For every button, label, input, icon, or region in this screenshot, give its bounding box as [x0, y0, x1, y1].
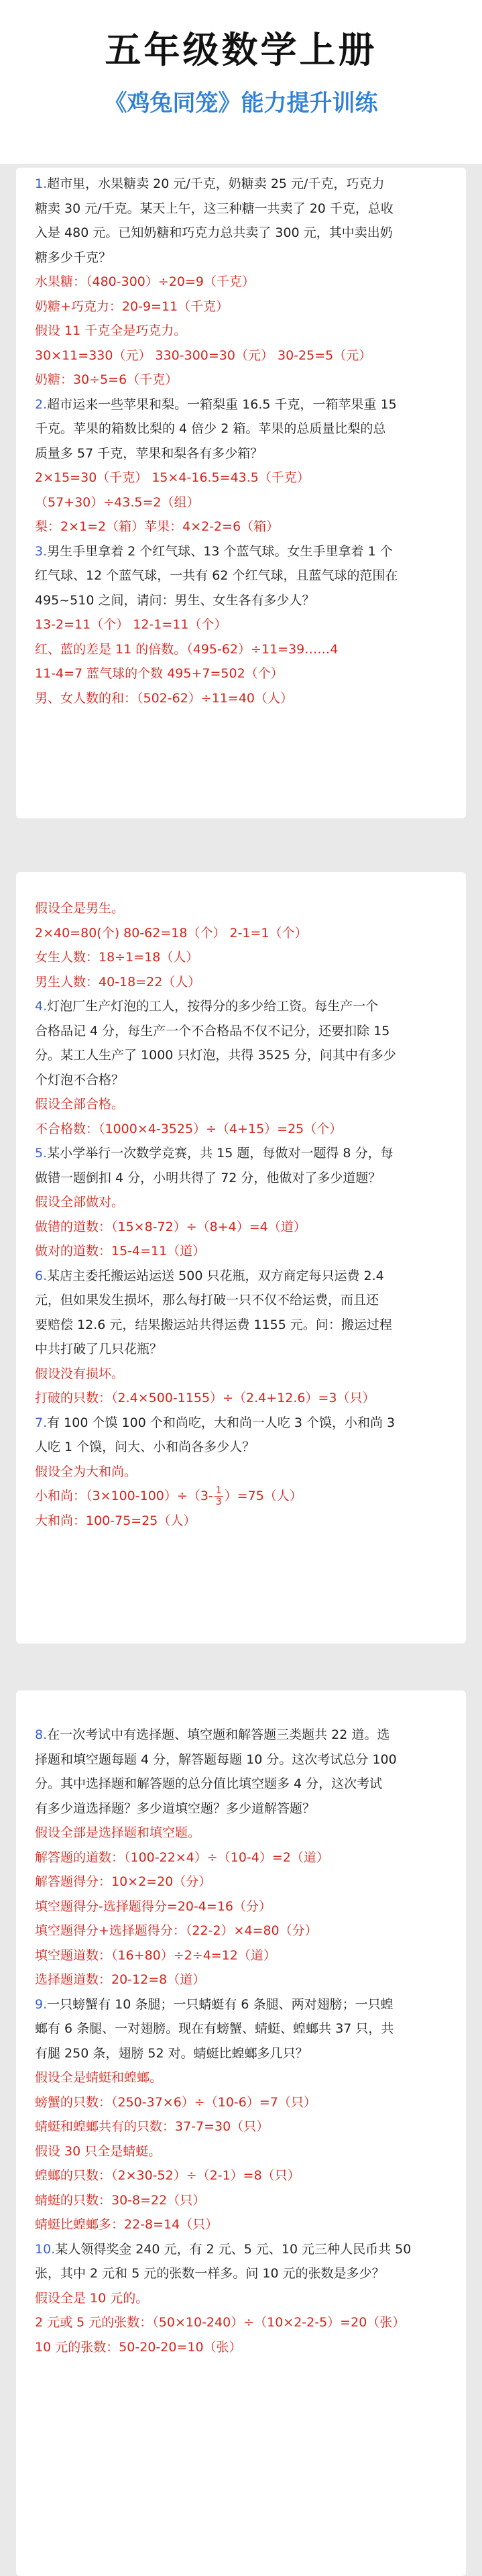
answer-line — [35, 2139, 447, 2164]
answer-line — [35, 1894, 447, 1919]
question-line — [35, 1723, 447, 1748]
answer-block — [35, 1190, 447, 1264]
question-number: 2. — [35, 396, 48, 412]
formula-text: 小和尚：（3×100-100）÷（3- — [35, 1489, 213, 1503]
answer-line — [35, 637, 447, 662]
question-line — [35, 1141, 447, 1166]
answer-text: 解答题的道数：（100-22×4）÷（10-4）=2（道） — [35, 1849, 329, 1865]
answer-block — [35, 1460, 447, 1485]
question-block — [35, 172, 447, 270]
question-line — [35, 197, 447, 221]
answer-text: 假设全部是选择题和填空题。 — [35, 1825, 201, 1840]
question-text: 要赔偿 12.6 元，结果搬运站共得运费 1155 元。问：搬运过程 — [35, 1317, 392, 1332]
answer-text: 蜻蜓的只数：30-8=22（只） — [35, 2192, 206, 2208]
answer-text: 蜻蜓比蝗螂多：22-8=14（只） — [35, 2217, 219, 2232]
answer-text: 13-2=11（个） 12-1=11（个） — [35, 617, 227, 632]
question-block — [35, 2237, 447, 2286]
question-text: 男生手里拿着 2 个红气球、13 个蓝气球。女生手里拿着 1 个 — [47, 543, 393, 559]
question-line — [35, 172, 447, 197]
content-card-2 — [16, 872, 466, 1644]
question-text: 糖多少千克？ — [35, 250, 112, 265]
answer-formula — [35, 1484, 447, 1509]
question-text: 个灯泡不合格？ — [35, 1072, 125, 1087]
answer-line — [35, 896, 447, 921]
answer-text: 填空题得分+选择题得分：（22-2）×4=80（分） — [35, 1923, 318, 1938]
question-line — [35, 1288, 447, 1313]
answer-line — [35, 1484, 447, 1509]
question-text: 做错一题倒扣 4 分，小明共得了 72 分，他做对了多少道题？ — [35, 1170, 381, 1185]
answer-text: 梨：2×1=2（箱）苹果：4×2-2=6（箱） — [35, 519, 280, 534]
question-line — [35, 2017, 447, 2041]
answer-block — [35, 466, 447, 539]
answer-text: 2 元或 5 元的张数：（50×10-240）÷（10×2-2-5）=20（张） — [35, 2315, 406, 2330]
question-text: 红气球、12 个蓝气球，一共有 62 个红气球，且蓝气球的范围在 — [35, 568, 398, 583]
question-block — [35, 1723, 447, 1821]
question-line — [35, 539, 447, 564]
answer-line — [35, 1845, 447, 1870]
question-text: 择题和填空题每题 4 分，解答题每题 10 分。这次考试总分 100 — [35, 1752, 397, 1767]
question-text: 超市运来一些苹果和梨。一箱梨重 16.5 千克，一箱苹果重 15 — [47, 396, 397, 412]
question-text: 分。某工人生产了 1000 只灯泡，共得 3525 分，问其中有多少 — [35, 1048, 396, 1063]
answer-text: 螃蟹的只数：（250-37×6）÷（10-6）=7（只） — [35, 2094, 316, 2110]
question-line — [35, 1166, 447, 1191]
question-block — [35, 539, 447, 613]
question-line — [35, 246, 447, 270]
question-block — [35, 1264, 447, 1362]
answer-text: 选择题道数：20-12=8（道） — [35, 1972, 206, 1987]
answer-line — [35, 612, 447, 637]
formula-text: ）=75（人） — [224, 1489, 302, 1503]
question-number: 6. — [35, 1268, 48, 1283]
answer-text: 假设全部做对。 — [35, 1195, 125, 1210]
answer-line — [35, 2090, 447, 2115]
question-text: 超市里，水果糖卖 20 元/千克，奶糖卖 25 元/千克，巧克力 — [47, 176, 385, 191]
question-text: 千克。苹果的箱数比梨的 4 倍少 2 箱。苹果的总质量比梨的总 — [35, 421, 386, 436]
answer-line — [35, 368, 447, 392]
question-line — [35, 2041, 447, 2066]
answer-text: 奶糖+巧克力：20-9=11（千克） — [35, 299, 229, 314]
question-line — [35, 1411, 447, 1436]
question-text: 糖卖 30 元/千克。某天上午，这三种糖一共卖了 20 千克，总收 — [35, 201, 394, 216]
question-line — [35, 1772, 447, 1796]
answer-text: 假设全部合格。 — [35, 1097, 125, 1112]
question-text: 人吃 1 个馍，问大、小和尚各多少人？ — [35, 1440, 255, 1454]
question-line — [35, 221, 447, 246]
question-line — [35, 417, 447, 441]
question-text: 有 100 个馍 100 个和尚吃，大和尚一人吃 3 个馍，小和尚 3 — [47, 1415, 396, 1430]
question-text: 某人领得奖金 240 元，有 2 元、5 元、10 元三种人民币共 50 — [55, 2241, 412, 2257]
question-text: 质量多 57 千克，苹果和梨各有多少箱？ — [35, 445, 263, 461]
answer-text: 水果糖：（480-300）÷20=9（千克） — [35, 274, 255, 289]
question-block — [35, 1992, 447, 2066]
answer-line — [35, 1215, 447, 1240]
answer-text: 打破的只数：（2.4×500-1155）÷（2.4+12.6）=3（只） — [35, 1391, 375, 1405]
question-line — [35, 994, 447, 1019]
answer-block — [35, 2065, 447, 2237]
answer-line — [35, 1821, 447, 1845]
answer-block — [35, 1362, 447, 1411]
answer-block — [35, 270, 447, 392]
answer-line — [35, 1919, 447, 1943]
page-subtitle: 《鸡兔同笼》能力提升训练 — [104, 90, 378, 117]
question-block — [35, 392, 447, 466]
question-text: 张，其中 2 元和 5 元的张数一样多。问 10 元的张数是多少？ — [35, 2266, 385, 2281]
answer-text: 假设没有损坏。 — [35, 1366, 125, 1381]
answer-line — [35, 921, 447, 946]
answer-text: 10 元的张数：50-20-20=10（张） — [35, 2339, 242, 2355]
question-text: 在一次考试中有选择题、填空题和解答题三类题共 22 道。选 — [47, 1727, 390, 1742]
answer-line — [35, 1460, 447, 1485]
question-text: 有多少道选择题？多少道填空题？多少道解答题？ — [35, 1801, 316, 1816]
answer-line — [35, 343, 447, 368]
question-number: 10. — [35, 2241, 56, 2257]
question-line — [35, 1068, 447, 1093]
answer-text: 男、女人数的和：（502-62）÷11=40（人） — [35, 690, 293, 706]
answer-line — [35, 2310, 447, 2335]
answer-line — [35, 1870, 447, 1894]
answer-line — [35, 1968, 447, 1992]
question-text: 元，但如果发生损坏，那么每打破一只不仅不给运费，而且还 — [35, 1293, 379, 1307]
question-line — [35, 588, 447, 613]
answer-text: 假设全是蜻蜓和蝗螂。 — [35, 2070, 163, 2085]
answer-line — [35, 945, 447, 970]
answer-line — [35, 2163, 447, 2188]
question-text: 某店主委托搬运站运送 500 只花瓶，双方商定每只运费 2.4 — [47, 1268, 384, 1283]
question-line — [35, 1992, 447, 2017]
answer-line — [35, 2212, 447, 2237]
answer-line — [35, 686, 447, 711]
answer-text: 女生人数：18÷1=18（人） — [35, 950, 199, 965]
fraction-denominator: 3 — [215, 1497, 222, 1507]
answer-text: 假设全为大和尚。 — [35, 1464, 137, 1479]
question-text: 合格品记 4 分，每生产一个不合格品不仅不记分，还要扣除 15 — [35, 1023, 390, 1038]
question-text: 灯泡厂生产灯泡的工人，按得分的多少给工资。每生产一个 — [47, 999, 379, 1014]
question-text: 螂有 6 条腿、一对翅膀。现在有螃蟹、蜻蜓、蝗螂共 37 只，共 — [35, 2021, 394, 2036]
answer-text: 蝗螂的只数：（2×30-52）÷（2-1）=8（只） — [35, 2168, 300, 2183]
answer-block — [35, 896, 447, 994]
answer-text: 假设 30 只全是蜻蜓。 — [35, 2143, 162, 2159]
question-text: 中共打破了几只花瓶？ — [35, 1342, 163, 1356]
answer-line — [35, 319, 447, 343]
answer-text: 大和尚：100-75=25（人） — [35, 1513, 196, 1528]
answer-block — [35, 1821, 447, 1992]
question-line — [35, 1264, 447, 1289]
answer-line — [35, 1943, 447, 1968]
question-number: 8. — [35, 1727, 48, 1742]
question-text: 某小学举行一次数学竞赛，共 15 题，每做对一题得 8 分，每 — [47, 1146, 394, 1161]
answer-block — [35, 2286, 447, 2360]
question-block — [35, 1411, 447, 1460]
answer-line — [35, 1386, 447, 1411]
question-number: 5. — [35, 1146, 48, 1161]
question-line — [35, 1019, 447, 1044]
question-line — [35, 2261, 447, 2286]
question-number: 7. — [35, 1415, 48, 1430]
question-line — [35, 1337, 447, 1362]
answer-text: 2×15=30（千克） 15×4-16.5=43.5（千克） — [35, 470, 310, 485]
answer-line — [35, 661, 447, 686]
answer-line — [35, 294, 447, 319]
question-text: 495~510 之间，请问：男生、女生各有多少人？ — [35, 592, 315, 608]
answer-text: 不合格数：（1000×4-3525）÷（4+15）=25（个） — [35, 1121, 343, 1136]
answer-text: 男生人数：40-18=22（人） — [35, 974, 201, 989]
answer-text: 填空题得分-选择题得分=20-4=16（分） — [35, 1898, 272, 1914]
answer-text: （57+30）÷43.5=2（组） — [35, 494, 200, 510]
question-line — [35, 441, 447, 466]
page-title: 五年级数学上册 — [105, 28, 377, 71]
answer-text: 假设全是 10 元的。 — [35, 2290, 149, 2306]
answer-line — [35, 2335, 447, 2360]
answer-line — [35, 2188, 447, 2213]
question-line — [35, 1043, 447, 1068]
answer-block — [35, 1092, 447, 1141]
answer-text: 做对的道数：15-4=11（道） — [35, 1244, 206, 1258]
question-text: 分。其中选择题和解答题的总分值比填空题多 4 分，这次考试 — [35, 1776, 383, 1791]
answer-line — [35, 1239, 447, 1264]
question-line — [35, 2237, 447, 2262]
question-line — [35, 1748, 447, 1772]
answer-text: 填空题道数：（16+80）÷2÷4=12（道） — [35, 1947, 276, 1963]
question-line — [35, 392, 447, 417]
question-line — [35, 1796, 447, 1821]
answer-text: 蜻蜓和蝗螂共有的只数：37-7=30（只） — [35, 2119, 269, 2134]
question-line — [35, 564, 447, 588]
answer-line — [35, 2114, 447, 2139]
answer-line — [35, 2286, 447, 2311]
header — [0, 0, 482, 164]
answer-line — [35, 1117, 447, 1142]
answer-line — [35, 515, 447, 539]
question-text: 一只螃蟹有 10 条腿；一只蜻蜓有 6 条腿、两对翅膀；一只蝗 — [47, 1996, 394, 2012]
answer-text: 30×11=330（元） 330-300=30（元） 30-25=5（元） — [35, 347, 372, 363]
answer-line — [35, 1092, 447, 1117]
answer-text: 假设 11 千克全是巧克力。 — [35, 323, 187, 338]
answer-line — [35, 1509, 447, 1534]
answer-block — [35, 1509, 447, 1534]
question-block — [35, 1141, 447, 1190]
answer-text: 2×40=80(个) 80-62=18（个） 2-1=1（个） — [35, 925, 308, 941]
fraction-numerator: 1 — [215, 1485, 222, 1496]
fraction — [215, 1485, 223, 1507]
answer-block — [35, 612, 447, 710]
answer-line — [35, 2065, 447, 2090]
question-number: 9. — [35, 1996, 48, 2012]
answer-text: 解答题得分：10×2=20（分） — [35, 1874, 212, 1889]
answer-text: 奶糖：30÷5=6（千克） — [35, 372, 178, 387]
answer-line — [35, 466, 447, 490]
question-line — [35, 1313, 447, 1338]
answer-line — [35, 270, 447, 294]
question-number: 1. — [35, 176, 48, 191]
answer-text: 红、蓝的差是 11 的倍数。（495-62）÷11=39……4 — [35, 641, 339, 657]
question-block — [35, 994, 447, 1092]
question-text: 有腿 250 条，翅膀 52 对。蜻蜓比蝗螂多几只？ — [35, 2045, 308, 2061]
answer-line — [35, 1190, 447, 1215]
content-card-3 — [16, 1690, 466, 2576]
question-text: 入是 480 元。已知奶糖和巧克力总共卖了 300 元，其中卖出奶 — [35, 225, 393, 240]
answer-text: 做错的道数：（15×8-72）÷（8+4）=4（道） — [35, 1219, 306, 1234]
question-line — [35, 1435, 447, 1460]
answer-text: 假设全是男生。 — [35, 901, 125, 916]
answer-line — [35, 1362, 447, 1387]
question-number: 4. — [35, 999, 48, 1014]
content-card-1 — [16, 168, 466, 818]
answer-line — [35, 490, 447, 515]
question-number: 3. — [35, 543, 48, 559]
answer-line — [35, 970, 447, 995]
answer-text: 11-4=7 蓝气球的个数 495+7=502（个） — [35, 666, 284, 681]
